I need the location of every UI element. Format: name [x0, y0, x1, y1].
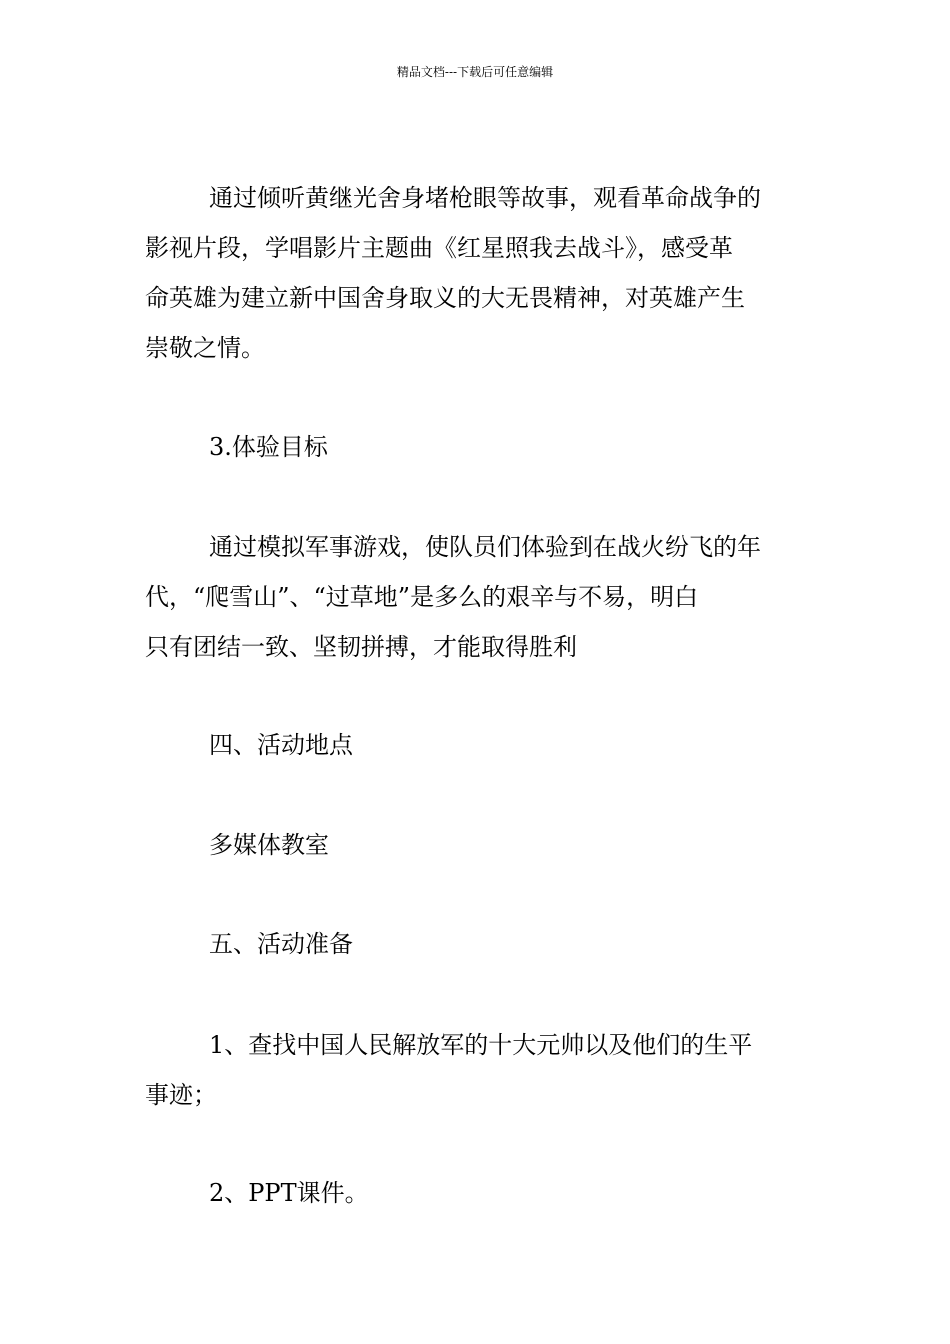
paragraph-line: 影视片段，学唱影片主题曲《红星照我去战斗》，感受革: [145, 234, 733, 262]
paragraph-line: 只有团结一致、坚韧拼搏，才能取得胜利: [145, 633, 577, 661]
heading-experience-goal: 3.体验目标: [209, 433, 328, 461]
heading-activity-preparation: 五、活动准备: [209, 930, 353, 958]
paragraph-line: 通过倾听黄继光舍身堵枪眼等故事，观看革命战争的: [209, 184, 761, 212]
paragraph-line: 通过模拟军事游戏，使队员们体验到在战火纷飞的年: [209, 533, 761, 561]
paragraph-military-game: [145, 522, 810, 672]
paragraph-line: 崇敬之情。: [145, 334, 265, 362]
paragraph-line: 1、查找中国人民解放军的十大元帅以及他们的生平: [209, 1031, 753, 1059]
heading-activity-location: 四、活动地点: [209, 731, 353, 759]
paragraph-heroes: [145, 173, 810, 373]
paragraph-line: 事迹；: [145, 1081, 217, 1109]
paragraph-line: 代，“爬雪山”、“过草地”是多么的艰辛与不易，明白: [145, 583, 699, 611]
preparation-item-1: [145, 1020, 810, 1120]
paragraph-line: 命英雄为建立新中国舍身取义的大无畏精神，对英雄产生: [145, 284, 745, 312]
page-header: 精品文档---下载后可任意编辑: [396, 65, 554, 79]
activity-location-value: 多媒体教室: [209, 831, 329, 859]
preparation-item-2: 2、PPT课件。: [209, 1179, 369, 1207]
